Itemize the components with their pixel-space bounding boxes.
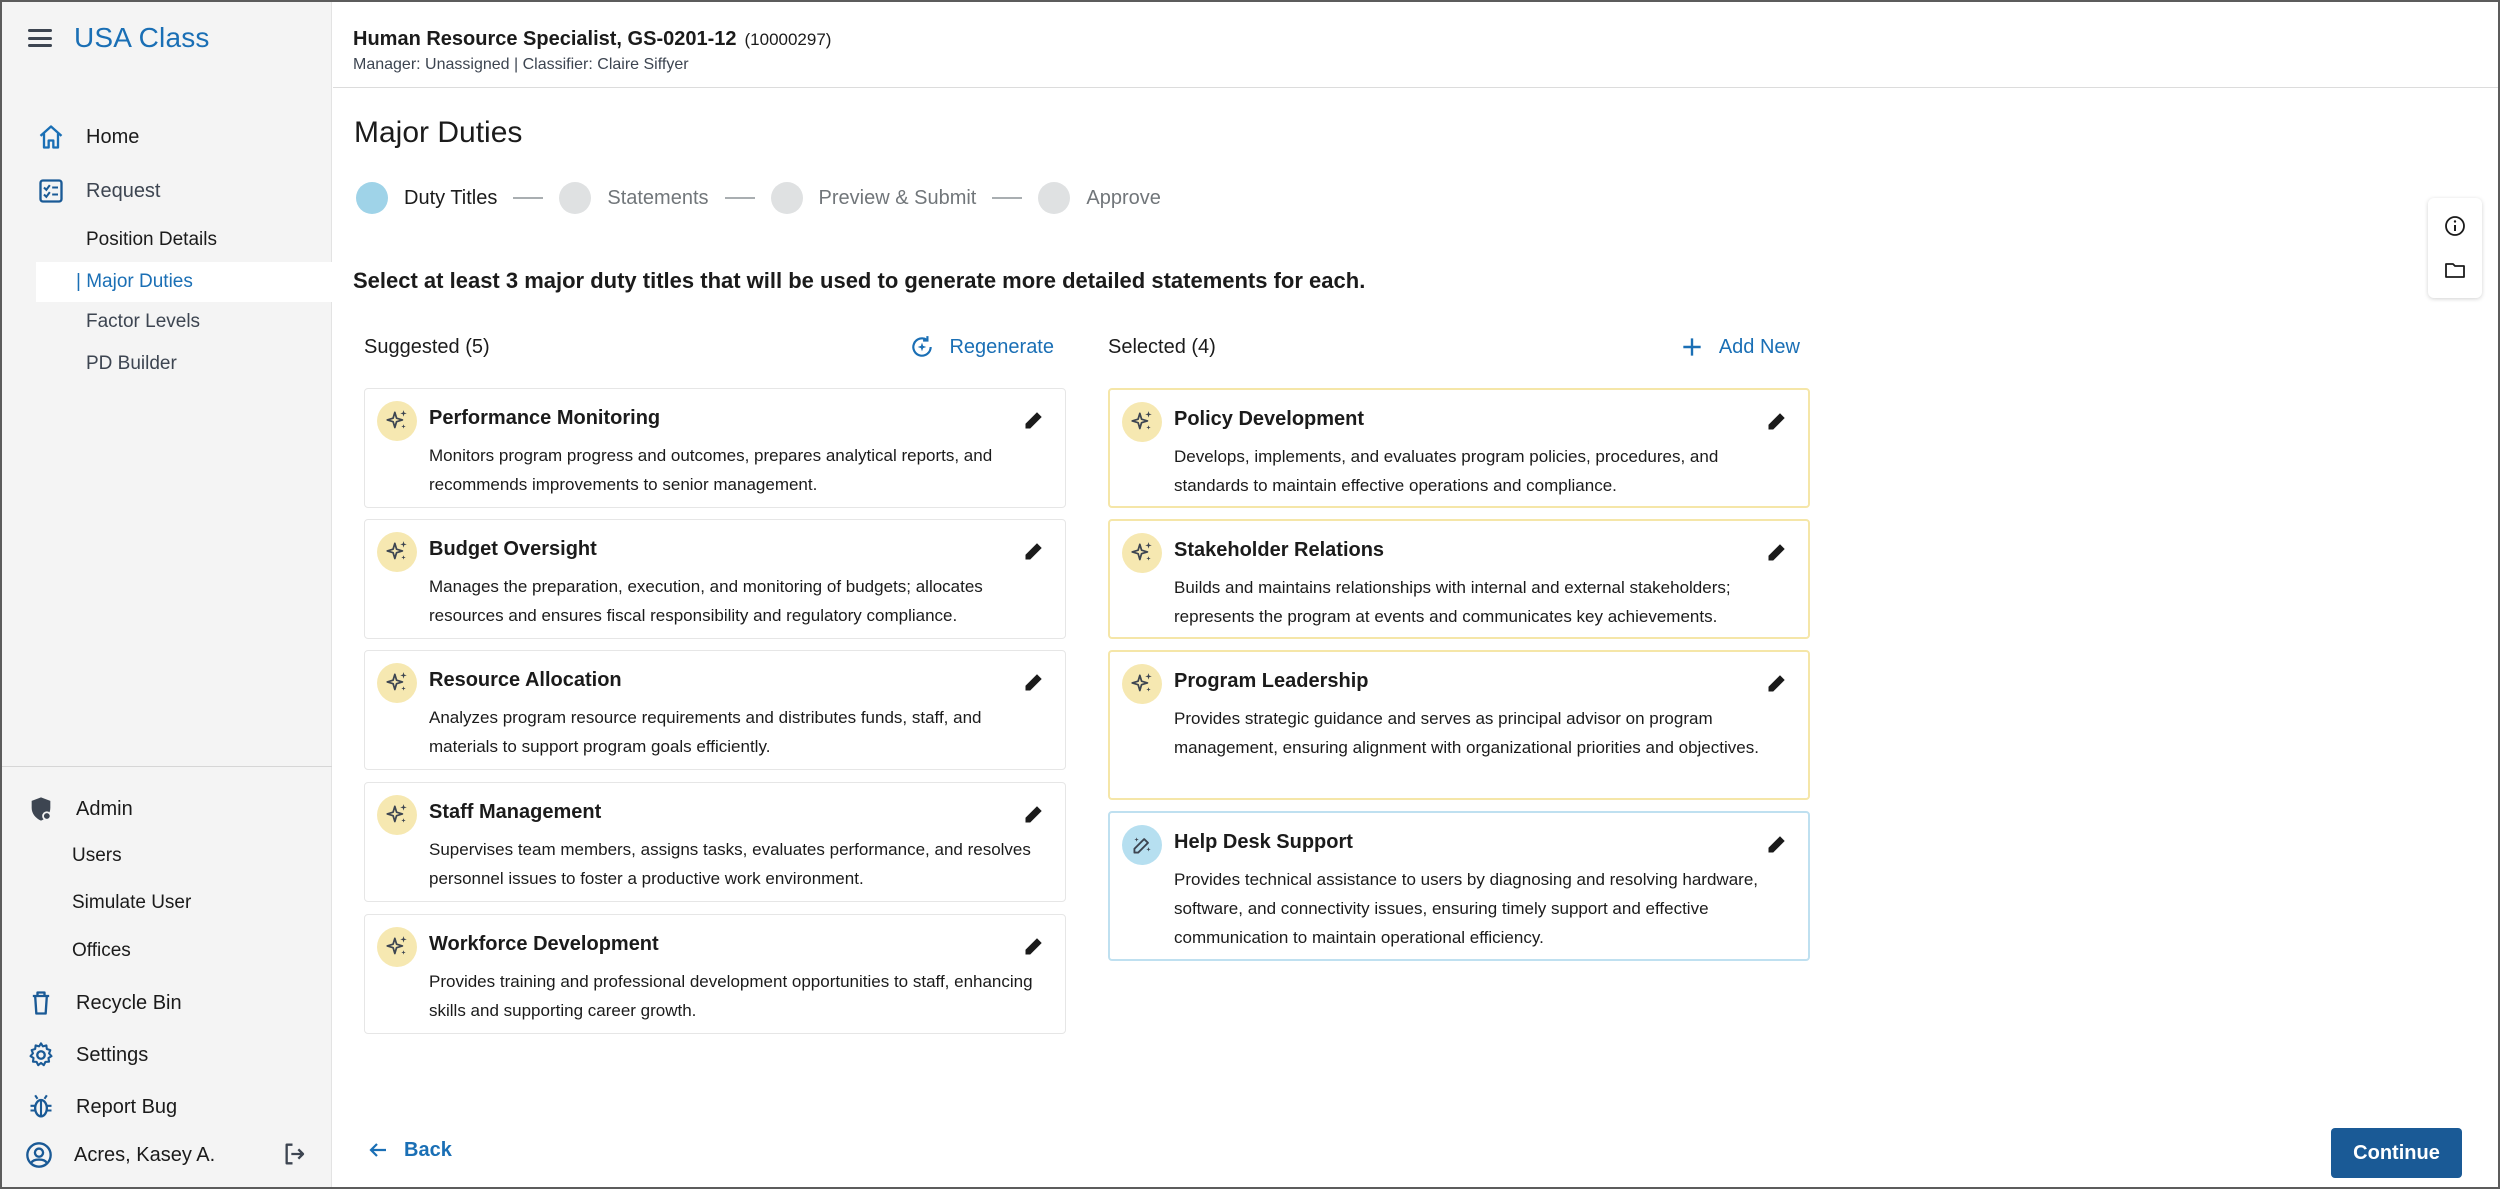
suggested-duty-card[interactable] — [364, 782, 1066, 902]
regenerate-label: Regenerate — [949, 335, 1054, 358]
position-header — [333, 2, 2498, 88]
suggested-header — [364, 332, 1066, 362]
step-indicator — [1038, 182, 1070, 214]
info-icon[interactable] — [2441, 212, 2469, 240]
step-label: Duty Titles — [404, 186, 498, 209]
plus-icon — [1679, 334, 1705, 360]
menu-icon[interactable] — [28, 29, 52, 47]
checklist-icon — [36, 176, 66, 206]
back-label: Back — [404, 1138, 452, 1161]
pencil-icon[interactable] — [1019, 405, 1049, 435]
ai-sparkle-icon — [1122, 533, 1162, 573]
ai-sparkle-icon — [377, 532, 417, 572]
sidebar-item-home[interactable] — [36, 122, 139, 152]
gear-icon — [26, 1040, 56, 1070]
selected-label: Selected (4) — [1108, 335, 1216, 358]
sidebar-item-label: Report Bug — [76, 1095, 178, 1118]
step-indicator — [559, 182, 591, 214]
sidebar-item-label: Recycle Bin — [76, 991, 182, 1014]
ai-sparkle-icon — [377, 795, 417, 835]
regenerate-icon — [909, 334, 935, 360]
ai-sparkle-icon — [377, 927, 417, 967]
duty-title: Stakeholder Relations — [1174, 539, 1385, 561]
add-new-label: Add New — [1718, 335, 1800, 358]
suggested-label: Suggested (5) — [364, 335, 490, 358]
duty-title: Performance Monitoring — [429, 407, 661, 429]
ai-sparkle-icon — [1122, 402, 1162, 442]
user-avatar-icon — [24, 1140, 54, 1170]
sidebar-item-factor-levels[interactable]: Factor Levels — [86, 311, 201, 332]
logout-icon[interactable] — [282, 1140, 310, 1174]
position-subtitle: Manager: Unassigned | Classifier: Claire Siffyer — [353, 56, 689, 73]
duty-description: Provides technical assistance to users by diagnosing and resolving hardware, software, and connectivity issues, ensuring timely support and effective communication to maintain operational efficiency. — [1174, 870, 1758, 947]
sidebar-item-settings[interactable] — [26, 1040, 148, 1070]
sidebar-item-label: Home — [86, 125, 140, 148]
duty-title: Staff Management — [429, 801, 602, 823]
sidebar-item-request[interactable] — [36, 176, 161, 206]
sidebar-divider — [2, 766, 332, 767]
selected-header — [1108, 332, 1810, 362]
sidebar-item-label: Admin — [76, 797, 133, 820]
step-connector — [992, 197, 1022, 199]
pencil-icon[interactable] — [1762, 406, 1792, 436]
step-indicator — [771, 182, 803, 214]
sidebar-user[interactable] — [24, 1140, 314, 1170]
page-title: Major Duties — [354, 116, 523, 149]
custom-edit-icon — [1122, 825, 1162, 865]
pencil-icon[interactable] — [1019, 799, 1049, 829]
step-connector — [725, 197, 755, 199]
position-title-text: Human Resource Specialist, GS-0201-12 — [353, 28, 737, 50]
duty-title: Workforce Development — [429, 933, 659, 955]
pencil-icon[interactable] — [1019, 667, 1049, 697]
stepper — [356, 180, 1161, 216]
folder-icon[interactable] — [2441, 256, 2469, 284]
duty-title: Policy Development — [1174, 408, 1365, 430]
user-name: Acres, Kasey A. — [74, 1143, 216, 1166]
step-connector — [513, 197, 543, 199]
step-statements[interactable] — [559, 182, 708, 214]
pencil-icon[interactable] — [1019, 536, 1049, 566]
sidebar-item-recycle-bin[interactable] — [26, 988, 182, 1018]
sidebar-item-label: Request — [86, 179, 161, 202]
position-title — [353, 28, 831, 51]
sidebar-item-offices[interactable]: Offices — [72, 940, 131, 961]
sidebar-item-admin[interactable] — [26, 794, 133, 824]
step-label: Statements — [607, 186, 709, 209]
sidebar-item-users[interactable]: Users — [72, 845, 122, 866]
position-id: (10000297) — [744, 30, 832, 49]
sidebar-item-major-duties[interactable]: | Major Duties — [36, 262, 332, 302]
duty-title: Program Leadership — [1174, 670, 1369, 692]
pencil-icon[interactable] — [1019, 931, 1049, 961]
selected-duty-card[interactable] — [1108, 519, 1810, 639]
admin-shield-icon — [26, 794, 56, 824]
suggested-duty-card[interactable] — [364, 914, 1066, 1034]
app-name[interactable]: USA Class — [74, 22, 210, 53]
step-label: Approve — [1086, 186, 1161, 209]
selected-duty-card[interactable] — [1108, 811, 1810, 961]
trash-icon — [26, 988, 56, 1018]
pencil-icon[interactable] — [1762, 537, 1792, 567]
duty-title: Resource Allocation — [429, 669, 622, 691]
sidebar-item-pd-builder[interactable]: PD Builder — [86, 353, 177, 374]
arrow-left-icon — [366, 1138, 390, 1162]
duty-description: Builds and maintains relationships with internal and external stakeholders; represents the program at events and communicates key achievements. — [1174, 578, 1731, 626]
sidebar-item-report-bug[interactable] — [26, 1092, 177, 1122]
step-indicator — [356, 182, 388, 214]
suggested-duty-card[interactable] — [364, 650, 1066, 770]
suggested-duty-card[interactable] — [364, 519, 1066, 639]
brand — [28, 18, 210, 58]
step-label: Preview & Submit — [818, 186, 977, 209]
duty-title: Help Desk Support — [1174, 831, 1353, 853]
home-icon — [36, 122, 66, 152]
instruction-text: Select at least 3 major duty titles that will be used to generate more detailed statements for each. — [353, 268, 1366, 293]
back-button[interactable] — [366, 1138, 452, 1162]
step-approve[interactable] — [1038, 182, 1161, 214]
sidebar — [2, 2, 332, 1187]
duty-description: Provides training and professional development opportunities to staff, enhancing skills and supporting career growth. — [429, 972, 1033, 1020]
step-duty-titles[interactable] — [356, 182, 497, 214]
duty-description: Provides strategic guidance and serves as principal advisor on program management, ensuring alignment with organizational priorities and objectives. — [1174, 709, 1759, 757]
ai-sparkle-icon — [377, 663, 417, 703]
duty-title: Budget Oversight — [429, 538, 597, 560]
right-rail — [2428, 198, 2482, 298]
selected-duty-card[interactable] — [1108, 650, 1810, 800]
selected-duty-card[interactable] — [1108, 388, 1810, 508]
pencil-icon[interactable] — [1762, 668, 1792, 698]
sidebar-item-label: Settings — [76, 1043, 149, 1066]
duty-description: Manages the preparation, execution, and monitoring of budgets; allocates resources and ensures fiscal responsibility and regulatory compliance. — [429, 577, 983, 625]
ai-sparkle-icon — [377, 401, 417, 441]
ai-sparkle-icon — [1122, 664, 1162, 704]
continue-button[interactable]: Continue — [2331, 1128, 2462, 1178]
sidebar-item-position-details[interactable]: Position Details — [86, 229, 217, 250]
suggested-duty-card[interactable] — [364, 388, 1066, 508]
pencil-icon[interactable] — [1762, 829, 1792, 859]
bug-icon — [26, 1092, 56, 1122]
duty-description: Analyzes program resource requirements and distributes funds, staff, and materials to support program goals efficiently. — [429, 708, 982, 756]
step-preview-submit[interactable] — [771, 182, 977, 214]
duty-description: Develops, implements, and evaluates program policies, procedures, and standards to maintain effective operations and compliance. — [1174, 447, 1719, 495]
sidebar-item-simulate-user[interactable]: Simulate User — [72, 892, 192, 913]
duty-description: Monitors program progress and outcomes, prepares analytical reports, and recommends improvements to senior management. — [429, 446, 993, 494]
regenerate-button[interactable] — [909, 334, 1054, 360]
add-new-button[interactable] — [1679, 334, 1800, 360]
duty-description: Supervises team members, assigns tasks, evaluates performance, and resolves personnel issues to foster a productive work environment. — [429, 840, 1031, 888]
